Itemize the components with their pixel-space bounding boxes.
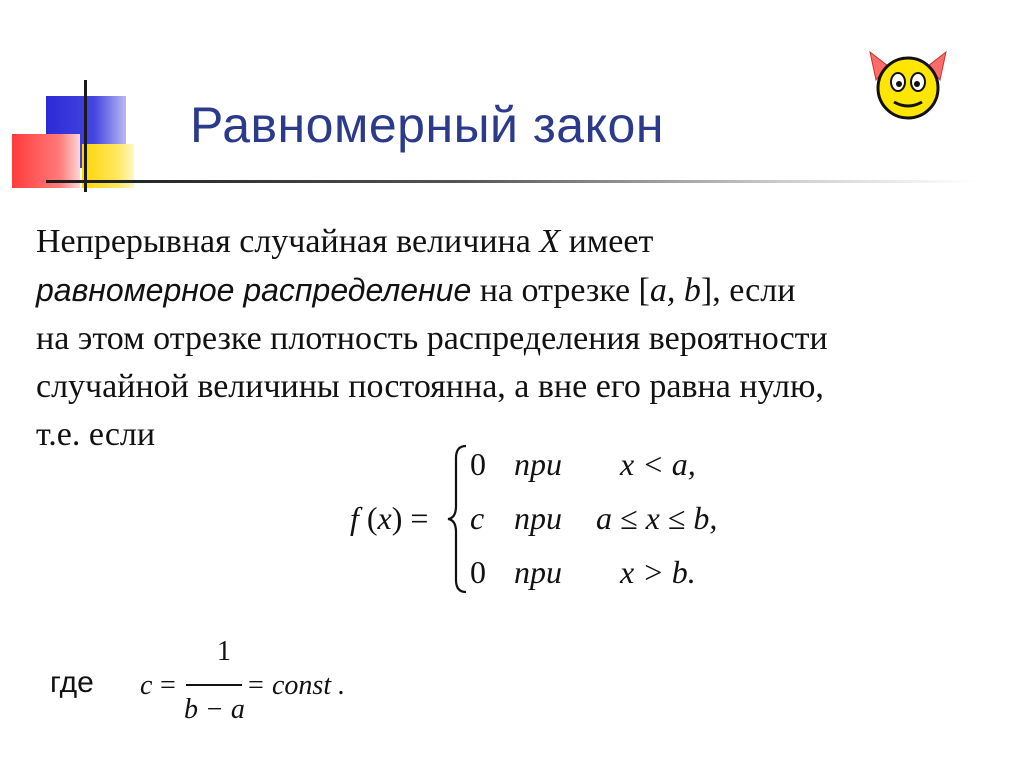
fraction-numerator: 1	[217, 636, 231, 667]
case-value: 0	[470, 446, 486, 482]
case-word: при	[514, 446, 562, 482]
case-value: c	[470, 500, 485, 536]
emphasized-term: равномерное распределение	[36, 272, 472, 308]
vertical-rule	[84, 80, 87, 192]
constant-formula	[140, 636, 380, 730]
function-name: f	[350, 500, 359, 536]
equals-sign: =	[160, 670, 176, 701]
fraction-denominator: b − a	[184, 694, 245, 725]
title-underline	[46, 180, 976, 183]
paragraph-line-1	[36, 218, 996, 266]
left-brace-icon	[446, 444, 468, 594]
case-condition: x < a,	[620, 446, 696, 482]
argument: x	[377, 500, 392, 536]
variable-x: X	[539, 223, 561, 260]
text-segment: на отрезке [	[471, 272, 650, 309]
smiley-face-icon	[866, 44, 950, 128]
paren-open: (	[358, 500, 378, 536]
text-segment: Непрерывная случайная величина	[36, 223, 540, 260]
paragraph-line-2	[36, 266, 996, 315]
case-condition: a ≤ x ≤ b,	[596, 500, 718, 536]
text-segment: имеет	[560, 223, 654, 260]
case-value: 0	[470, 554, 486, 590]
formula-lhs	[350, 500, 428, 537]
corner-squares-logo-icon	[0, 0, 200, 200]
text-segment: ], если	[700, 272, 796, 309]
case-condition: x > b.	[620, 554, 696, 590]
paragraph-line-3: на этом отрезке плотность распределения вероятности	[36, 320, 828, 357]
slide-title: Равномерный закон	[190, 97, 664, 153]
case-word: при	[514, 554, 562, 590]
equals-sign: =	[248, 670, 264, 701]
paragraph-line-5: т.е. если	[36, 416, 156, 453]
fraction-bar	[186, 684, 242, 686]
paragraph-line-4: случайной величины постоянна, а вне его равна нулю,	[36, 368, 824, 405]
density-formula	[350, 440, 770, 600]
const-term: const .	[272, 670, 346, 701]
case-word: при	[514, 500, 562, 536]
definition-paragraph	[36, 218, 996, 459]
constant-c: c	[140, 670, 153, 701]
interval-vars: a, b	[649, 272, 701, 309]
paren-close-equals: ) =	[391, 500, 429, 536]
where-label: где	[50, 666, 94, 699]
